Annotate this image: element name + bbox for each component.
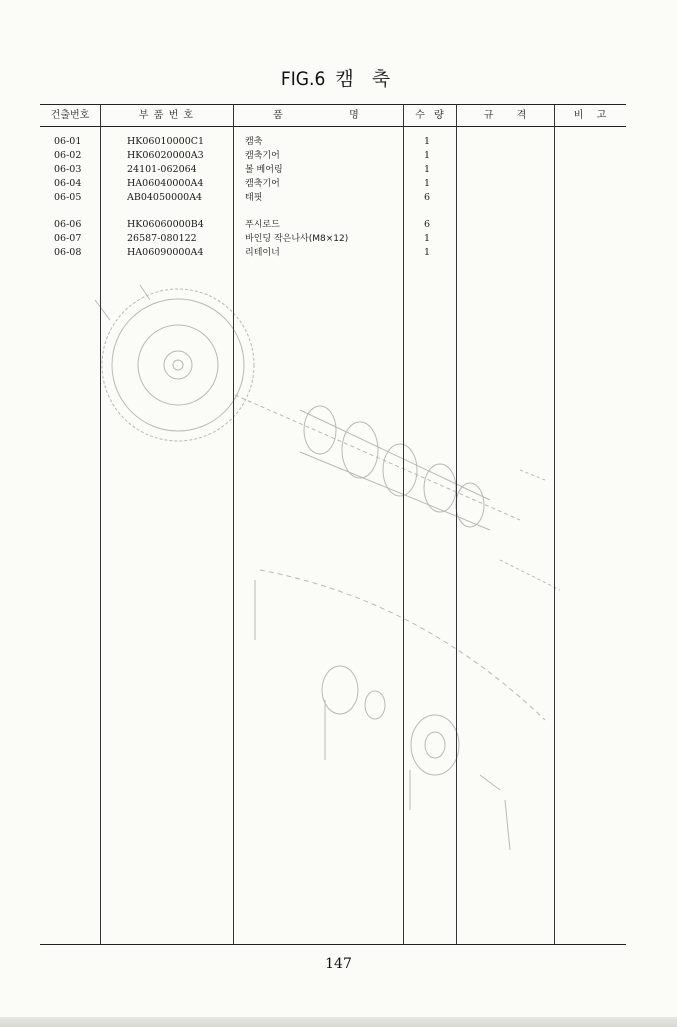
part-name: 캠축: [245, 137, 263, 147]
table-row: [0, 218, 677, 232]
part-number: HK06010000C1: [127, 136, 205, 147]
header-qty: 수 량: [415, 110, 444, 121]
ref-number: 06-06: [54, 219, 82, 230]
header-ref-no: 건출번호: [50, 110, 90, 121]
parts-list: [0, 135, 677, 260]
page-number: 147: [325, 956, 352, 972]
table-bottom-rule: [40, 944, 626, 945]
part-number: HA06040000A4: [127, 178, 204, 189]
figure-name: 캠 축: [335, 68, 397, 90]
header-part-name-2: 명: [349, 110, 359, 121]
part-name: 바인딩 작은나사(M8×12): [245, 234, 349, 244]
ref-number: 06-01: [54, 136, 82, 147]
quantity: 1: [424, 164, 431, 175]
header-part-name-1: 품: [273, 110, 283, 121]
part-name: 볼 베어링: [245, 165, 283, 175]
ref-number: 06-08: [54, 247, 82, 258]
part-number: HK06020000A3: [127, 150, 204, 161]
header-spec: 규 격: [483, 110, 527, 121]
part-number: HA06090000A4: [127, 247, 204, 258]
header-bottom-rule: [40, 126, 626, 127]
part-number: HK06060000B4: [127, 219, 204, 230]
table-row: [0, 191, 677, 205]
table-top-rule: [40, 104, 626, 105]
part-number: AB04050000A4: [127, 192, 203, 203]
quantity: 1: [424, 136, 431, 147]
part-name: 캠축기어: [245, 179, 280, 189]
table-row: [0, 135, 677, 149]
page-title: [0, 64, 677, 91]
figure-number: FIG.6: [280, 68, 326, 90]
part-number: 24101-062064: [127, 164, 197, 175]
table-row: [0, 246, 677, 260]
ref-number: 06-07: [54, 233, 82, 244]
quantity: 6: [424, 192, 431, 203]
part-name: 태핏: [245, 193, 263, 203]
quantity: 1: [424, 150, 431, 161]
ref-number: 06-05: [54, 192, 82, 203]
part-name: 캠축기어: [245, 151, 280, 161]
ref-number: 06-03: [54, 164, 82, 175]
ref-number: 06-04: [54, 178, 82, 189]
table-row: [0, 177, 677, 191]
header-part-no: 부 품 번 호: [138, 110, 195, 121]
part-name: 리테이너: [245, 248, 280, 258]
ref-number: 06-02: [54, 150, 82, 161]
table-row: [0, 149, 677, 163]
quantity: 1: [424, 178, 431, 189]
quantity: 1: [424, 233, 431, 244]
quantity: 1: [424, 247, 431, 258]
part-name: 푸시로드: [245, 220, 280, 230]
header-remarks: 비 고: [573, 110, 607, 121]
table-row: [0, 232, 677, 246]
quantity: 6: [424, 219, 431, 230]
scan-edge: [0, 1017, 677, 1027]
table-row: [0, 163, 677, 177]
part-number: 26587-080122: [127, 233, 197, 244]
